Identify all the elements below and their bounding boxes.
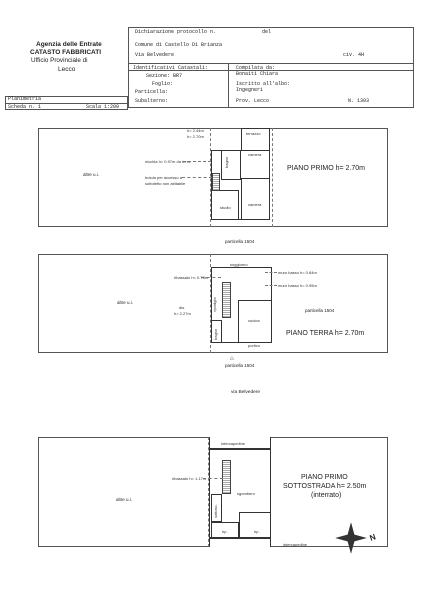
numero-label: N. 1303 bbox=[348, 98, 370, 104]
floor1-camera2-label: camera bbox=[248, 202, 262, 207]
floorS-sottoscala: sottosc. bbox=[213, 504, 218, 518]
floorS-title3: (interrato) bbox=[311, 492, 342, 499]
floor1-boundary-right bbox=[272, 128, 273, 227]
via-belvedere-label: via Belvedere bbox=[231, 390, 261, 395]
floor0-cucina: cucina bbox=[248, 318, 260, 323]
floor0-particella-bottom: particella 1504 bbox=[225, 363, 255, 368]
floor1-botola2: sottotetto non abitabile bbox=[145, 181, 186, 186]
floor0-ribassato: ribassato h= 0.78m bbox=[174, 275, 209, 280]
floor1-nicchia: nicchia h= 0.97m da terra bbox=[145, 159, 191, 164]
iscritto-label: Iscritto all'albo: bbox=[236, 81, 291, 87]
floorS-rip2-room bbox=[239, 512, 271, 538]
floorS-rip1: rip. bbox=[222, 529, 228, 534]
floor0-muro1-leader bbox=[265, 272, 277, 273]
identificativi-divider bbox=[228, 63, 229, 108]
floor1-botola1: botola per accesso a bbox=[145, 175, 182, 180]
floorS-intercapedine-bottom-label: intercapedine bbox=[283, 542, 308, 547]
floorS-intercapedine-top-label: intercapedine bbox=[221, 441, 246, 446]
compilata-label: Compilata da: bbox=[236, 65, 276, 71]
floor1-nicchia-leader bbox=[183, 161, 211, 162]
floor0-ripostiglio: ripostiglio bbox=[213, 297, 217, 312]
compilatore-name: Bonaiti Chiara bbox=[236, 71, 279, 77]
north-compass-icon bbox=[334, 521, 368, 555]
via-label: Via Belvedere bbox=[135, 52, 175, 58]
dichiarazione-label: Dichiarazione protocollo n. bbox=[135, 29, 217, 35]
north-label: N bbox=[368, 532, 377, 543]
floor0-muro1: muro basso h= 0.84m bbox=[278, 270, 317, 275]
floor1-botola-leader bbox=[182, 177, 212, 178]
agency-name: Agenzia delle Entrate bbox=[36, 41, 102, 48]
floorS-title1: PIANO PRIMO bbox=[301, 474, 348, 481]
floor1-title: PIANO PRIMO h= 2.70m bbox=[287, 165, 365, 172]
floorS-intercapedine-bottom bbox=[209, 538, 271, 547]
floorS-altre: altre u.i. bbox=[116, 497, 133, 502]
floor0-bagno: bagno bbox=[213, 328, 218, 340]
floorS-ribassato-leader bbox=[203, 478, 223, 479]
particella-label: Particella: bbox=[135, 89, 169, 95]
catasto-title: CATASTO FABBRICATI bbox=[30, 49, 102, 56]
floor1-bagno-label: bagno bbox=[224, 156, 229, 168]
floorS-title2: SOTTOSTRADA h= 2.50m bbox=[283, 483, 367, 490]
scala-label: Scala 1:200 bbox=[86, 103, 120, 110]
floorS-rip2: rip. bbox=[254, 529, 260, 534]
foglio-label: Foglio: bbox=[152, 81, 174, 87]
subalterno-label: Subalterno: bbox=[135, 98, 169, 104]
floor1-particella: particella 1504 bbox=[225, 239, 255, 244]
floorS-sgombero: sgombero bbox=[237, 491, 255, 496]
planimetria-label: Planimetria bbox=[8, 96, 42, 102]
civ-label: civ. 4H bbox=[343, 52, 365, 58]
scheda-label: Scheda n. 1 bbox=[8, 103, 42, 110]
identificativi-label: Identificativi Catastali: bbox=[133, 65, 209, 71]
floor0-muro2: muro basso h= 0.95m bbox=[278, 283, 317, 288]
floorS-stairs bbox=[222, 460, 231, 494]
floor1-stairs bbox=[212, 173, 220, 191]
floor1-terrazzo-label: terrazzo bbox=[246, 131, 261, 136]
floor0-entrance-icon: ⌂ bbox=[230, 356, 234, 362]
floor1-camera1-label: camera bbox=[248, 152, 262, 157]
comune-label: Comune di Castello Di Brianza bbox=[135, 42, 223, 48]
floor0-dis2: h= 2.27m bbox=[174, 311, 191, 316]
floor1-h2: h= 2.70m bbox=[187, 134, 204, 139]
floor0-particella-right: particella 1504 bbox=[305, 308, 335, 313]
floor0-portico: portico bbox=[248, 343, 261, 348]
prov-label: Prov. Lecco bbox=[236, 98, 270, 104]
office-line: Ufficio Provinciale di bbox=[31, 57, 88, 64]
floor1-h1: h= 2.44m bbox=[187, 128, 204, 133]
floorS-ribassato: ribassato h= 1.17m bbox=[172, 476, 207, 481]
floor1-studio-label: studio bbox=[220, 205, 231, 210]
office-city: Lecco bbox=[58, 66, 76, 73]
floor1-camera2 bbox=[241, 178, 270, 220]
del-label: del bbox=[262, 29, 272, 35]
floor0-soggiorno: soggiorno bbox=[230, 262, 248, 267]
floor0-title: PIANO TERRA h= 2.70m bbox=[286, 330, 365, 337]
floor0-altre: altre u.i. bbox=[117, 300, 134, 305]
floor0-dis1: dis. bbox=[179, 305, 186, 310]
floor0-muro2-leader bbox=[265, 285, 277, 286]
floor1-altre: altre u.i. bbox=[83, 172, 100, 177]
sezione-label: Sezione: BR7 bbox=[146, 73, 183, 79]
floor0-ribassato-leader bbox=[201, 277, 221, 278]
floor0-stairs bbox=[222, 282, 231, 318]
albo-value: Ingegneri bbox=[236, 87, 264, 93]
